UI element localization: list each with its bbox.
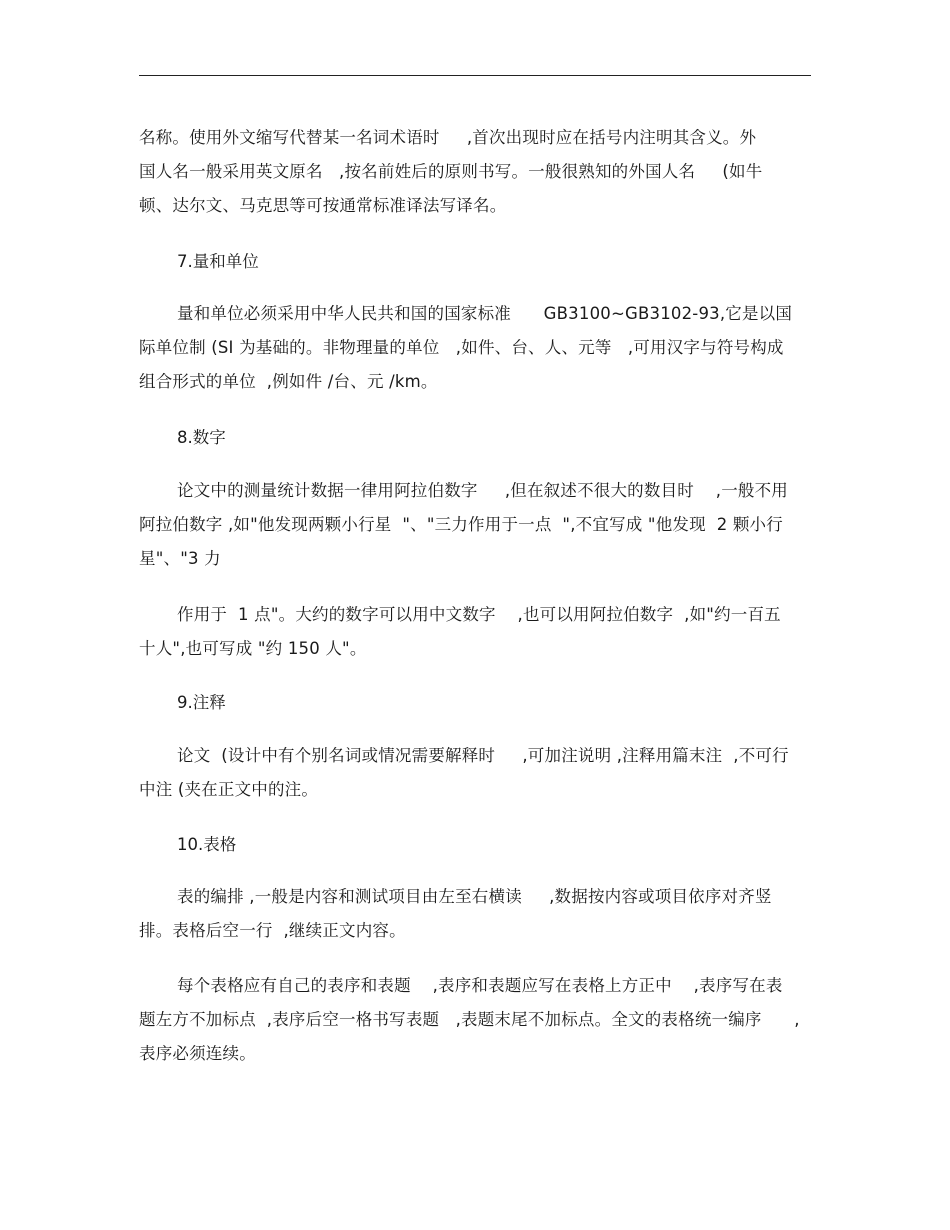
text-line: 每个表格应有自己的表序和表题 ,表序和表题应写在表格上方正中 ,表序写在表	[177, 976, 783, 995]
header-rule	[139, 75, 811, 76]
paragraph-notes	[139, 739, 819, 807]
text-line: 论文中的测量统计数据一律用阿拉伯数字 ,但在叙述不很大的数目时 ,一般不用	[177, 481, 788, 500]
paragraph-units	[139, 297, 819, 399]
text-line: 题左方不加标点 ,表序后空一格书写表题 ,表题末尾不加标点。全文的表格统一编序 ,	[139, 1010, 800, 1029]
text-line: 星"、"3 力	[139, 549, 221, 568]
text-line: 名称。使用外文缩写代替某一名词术语时 ,首次出现时应在括号内注明其含义。外	[139, 128, 757, 147]
section-heading-9: 9.注释	[177, 693, 226, 712]
text-line: 中注 (夹在正文中的注。	[139, 780, 319, 799]
text-line: 十人",也可写成 "约 150 人"。	[139, 639, 367, 658]
paragraph-tables-numbering	[139, 969, 819, 1071]
section-heading-7: 7.量和单位	[177, 252, 259, 271]
paragraph-numbers	[139, 474, 819, 576]
text-line: 表序必须连续。	[139, 1044, 256, 1063]
paragraph-abbreviations	[139, 121, 819, 223]
text-line: 表的编排 ,一般是内容和测试项目由左至右横读 ,数据按内容或项目依序对齐竖	[177, 887, 772, 906]
text-line: 顿、达尔文、马克思等可按通常标准译法写译名。	[139, 196, 507, 215]
paragraph-tables-layout	[139, 880, 819, 948]
section-heading-10: 10.表格	[177, 835, 237, 854]
text-line: 作用于 1 点"。大约的数字可以用中文数字 ,也可以用阿拉伯数字 ,如"约一百五	[177, 605, 781, 624]
text-line: 际单位制 (SI 为基础的。非物理量的单位 ,如件、台、人、元等 ,可用汉字与符号构成	[139, 338, 784, 357]
text-line: 排。表格后空一行 ,继续正文内容。	[139, 921, 406, 940]
text-line: 论文 (设计中有个别名词或情况需要解释时 ,可加注说明 ,注释用篇末注 ,不可行	[177, 746, 789, 765]
text-line: 国人名一般采用英文原名 ,按名前姓后的原则书写。一般很熟知的外国人名 (如牛	[139, 162, 763, 181]
text-line: 组合形式的单位 ,例如件 /台、元 /km。	[139, 372, 438, 391]
text-line: 量和单位必须采用中华人民共和国的国家标准 GB3100~GB3102-93,它是以国	[177, 304, 793, 323]
section-heading-8: 8.数字	[177, 428, 226, 447]
paragraph-numbers-continued	[139, 598, 819, 666]
text-line: 阿拉伯数字 ,如"他发现两颗小行星 "、"三力作用于一点 ",不宜写成 "他发现 2 颗小行	[139, 515, 783, 534]
